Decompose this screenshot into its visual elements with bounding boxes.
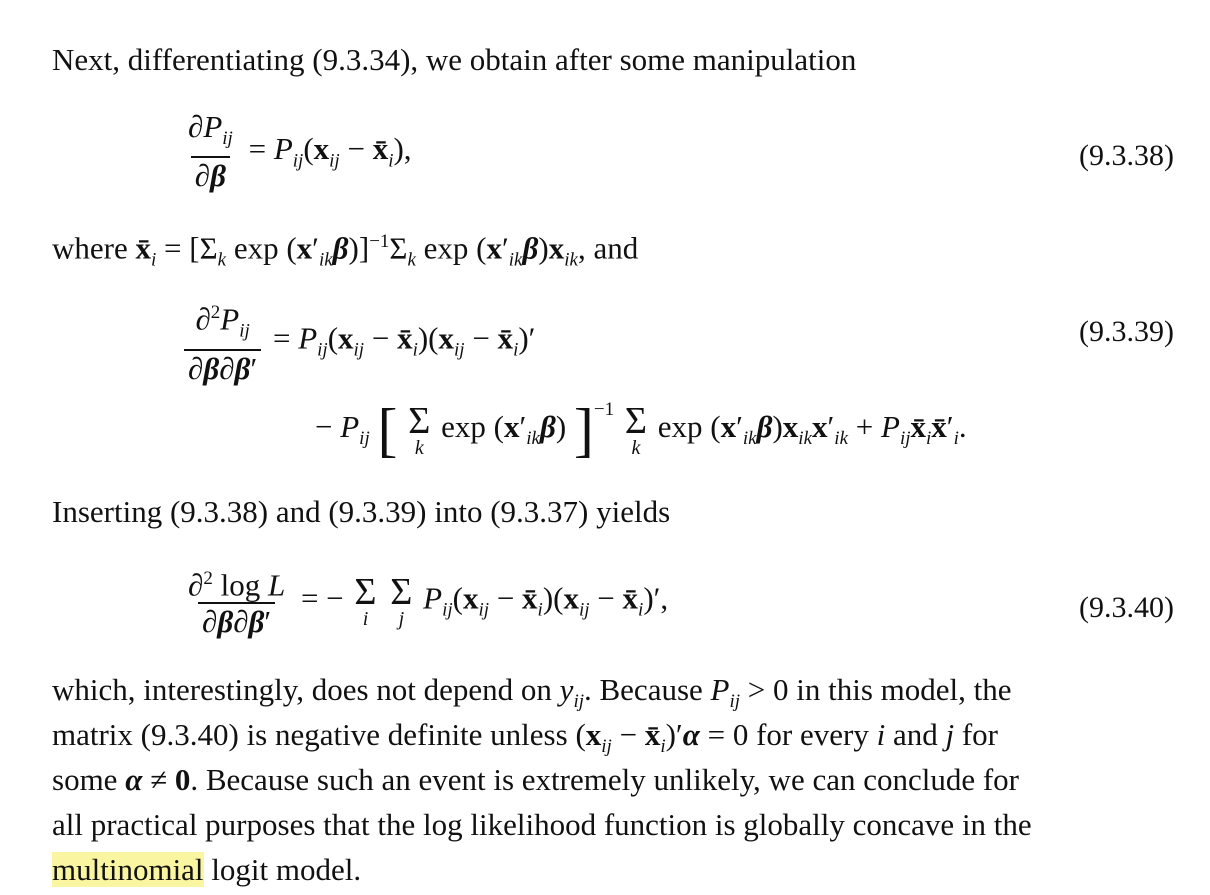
text-segment: some	[52, 762, 118, 797]
paragraph-line	[52, 805, 1032, 845]
paragraph-line	[52, 850, 361, 890]
text-segment: in this model, the	[796, 672, 1012, 707]
text-where: where	[52, 230, 128, 266]
paragraph-line: which, interestingly, does not depend on $y_{ij}$. Because $P_{ij} > 0$ in this model, the	[52, 672, 1012, 713]
fraction-dP-dbeta: $\frac{\partial P_{ij}}{\partial\beta}$	[188, 109, 233, 194]
text-segment: . Because	[584, 672, 703, 707]
text-segment: . Because such an event is extremely unlikely, we can conclude for	[190, 762, 1020, 797]
fraction-d2logL: $\frac{\partial^2 \log L}{\partial\beta\partial\beta'}$	[188, 567, 286, 640]
paragraph-line: where $x̄_i = [\Sigma_k$ $\exp (x'_{ik}\beta)]^{-1}\Sigma_k$ $\exp (x'_{ik}\beta)x_{ik}$, and	[52, 230, 639, 271]
equation-9-3-39: $\frac{\partial^2P_{ij}}{\partial\beta\partial\beta'}$ = $P_{ij}(x_{ij}$ − $x̄_i)(x_{ij}$ − $x̄_i)'$	[180, 296, 535, 387]
text-segment: and	[892, 717, 938, 752]
equation-label: (9.3.38)	[1079, 139, 1174, 172]
sum-i: Σ i	[354, 571, 377, 631]
highlighted-word: multinomial	[52, 852, 204, 887]
text-intro: Next, differentiating (9.3.34), we obtain after some manipulation	[52, 42, 857, 77]
text-segment: for	[961, 717, 999, 752]
equation-label: (9.3.40)	[1079, 591, 1174, 624]
text-segment: which, interestingly, does not depend on	[52, 672, 552, 707]
equation-9-3-39-continued: − $P_{ij}$ [ Σ k $\exp (x'_{ik}\beta)$ ]$^{-1}$ Σ k $\exp (x'_{ik}\beta)x_{ik}x'_{ik}$ + $P_{ij}x̄_ix̄'_i$.	[315, 396, 967, 463]
paragraph-line	[52, 492, 670, 532]
text-segment: logit model.	[211, 852, 362, 887]
text-segment: all practical purposes that the log likelihood function is globally concave in the	[52, 807, 1032, 842]
equation-label: (9.3.39)	[1079, 315, 1174, 348]
text-and: , and	[577, 230, 639, 266]
sum-k: Σ k	[624, 399, 647, 459]
paragraph-line: some α ≠ 0. Because such an event is extremely unlikely, we can conclude for	[52, 762, 1020, 797]
text-segment: for every	[756, 717, 869, 752]
equation-9-3-40: $\frac{\partial^2 \log L}{\partial\beta\partial\beta'}$ = − Σ i Σ j $P_{ij}(x_{ij}$ − $x̄_i)(x_{ij}$ − $x̄_i)'$,	[180, 562, 668, 640]
paragraph-line: matrix (9.3.40) is negative definite unless ($x_{ij}$ − $x̄_i)'\alpha = 0$ for every i and j for	[52, 717, 999, 758]
fraction-d2P-dbeta-dbeta: $\frac{\partial^2P_{ij}}{\partial\beta\partial\beta'}$	[184, 296, 261, 387]
equation-9-3-38: $\frac{\partial P_{ij}}{\partial\beta}$ = $P_{ij}(x_{ij}$ − $x̄_i$),	[180, 110, 412, 194]
text-segment: matrix (9.3.40) is negative definite unless	[52, 717, 568, 752]
paragraph-line	[52, 40, 856, 80]
sum-j: Σ j	[390, 571, 413, 631]
text-inserting: Inserting (9.3.38) and (9.3.39) into (9.3.37) yields	[52, 494, 671, 529]
sum-k: Σ k	[408, 399, 431, 459]
